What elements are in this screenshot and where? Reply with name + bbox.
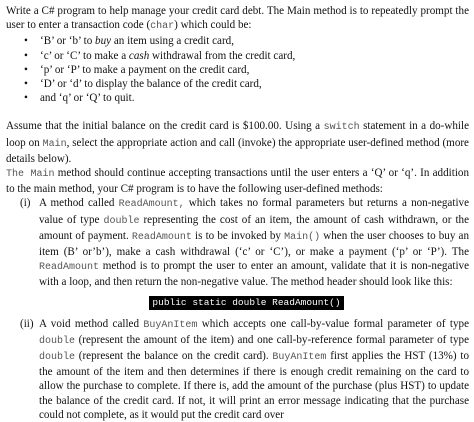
bullet-icon: • (24, 49, 28, 62)
bullet-icon: • (24, 92, 28, 105)
method-header-code: public static double ReadAmount() (149, 296, 343, 310)
initial-balance-paragraph: Assume that the initial balance on the credit card is $100.00. Using a switch statement in a do-while loop on Main, select the appropriate action and call (invoke) the appropriate user-defined method (more details below). (6, 120, 470, 165)
code-main-call: Main() (284, 231, 321, 243)
code-buyanitem: BuyAnItem (143, 319, 198, 331)
code-double: double (39, 352, 76, 364)
code-readamount: ReadAmount, (118, 199, 185, 211)
list-item: • and ‘q’ or ‘Q’ to quit. (24, 92, 135, 105)
method-read-amount: (i) A method called ReadAmount, which takes no formal parameters but returns a non-negative value of type double representing the cost of an item, the amount of cash withdrawn, or the amount of payment. ReadAmount is to be invoked by Main() when the user chooses to buy an item (B’ or’b’), make a cash withdrawal (‘c’ or ‘C’), or make a payment (‘p’ or ‘P’). The ReadAmount method is to prompt the user to enter an amount, validate that it is non-negative with a loop, and then return the non-negative value. The method header should look like this: (20, 197, 470, 289)
list-item: • ‘B’ or ‘b’ to buy an item using a credit card, (24, 35, 234, 48)
code-readamount: ReadAmount (39, 262, 100, 274)
code-main: Main (42, 138, 67, 150)
paragraph-gap (6, 105, 469, 119)
intro-paragraph (6, 4, 469, 34)
item-label: (i) (20, 197, 31, 210)
code-block-wrapper (6, 295, 469, 310)
item-label: (ii) (20, 317, 34, 330)
code-char: char (150, 21, 175, 33)
code-readamount: ReadAmount (131, 231, 192, 243)
transaction-code-list (6, 34, 469, 105)
list-item: • ‘D’ or ‘d’ to display the balance of the credit card, (24, 78, 262, 91)
list-item: • ‘c’ or ‘C’ to make a cash withdrawal from the credit card, (24, 49, 296, 62)
intro-text-tail: ) which could be: (174, 19, 252, 32)
method-buy-an-item: (ii) A void method called BuyAnItem which accepts one call-by-value formal parameter of type double (represent the amount of the item) and one call-by-reference formal parameter of type double (represent the balance on the credit card). BuyAnItem first applies the HST (13%) to the amount of the item and then determines if there is enough credit remaining on the card to allow the purchase to complete. If there is, add the amount of the purchase (plus HST) to update the balance of the credit card. If not, it will print an error message indicating that the purchase could not complete, as it would put the credit card over (20, 317, 469, 421)
code-double: double (103, 215, 140, 227)
code-switch: switch (323, 122, 360, 134)
bullet-icon: • (24, 35, 28, 48)
bullet-icon: • (24, 78, 28, 91)
intro-text: Write a C# program to help manage your credit card debt. The Main method is to repeatedly prompt the user to enter a transaction code ( (6, 5, 469, 32)
list-item: • ‘p’ or ‘P’ to make a payment on the credit card, (24, 63, 250, 76)
code-buyanitem: BuyAnItem (272, 352, 327, 364)
bullet-icon: • (24, 63, 28, 76)
code-main: The Main (6, 169, 55, 181)
code-double: double (39, 335, 76, 347)
main-method-paragraph: The Main method should continue accepting transactions until the user enters a ‘Q’ or ‘q’. In addition to the main method, your C# program is to have the following user-defined methods: (6, 167, 469, 196)
